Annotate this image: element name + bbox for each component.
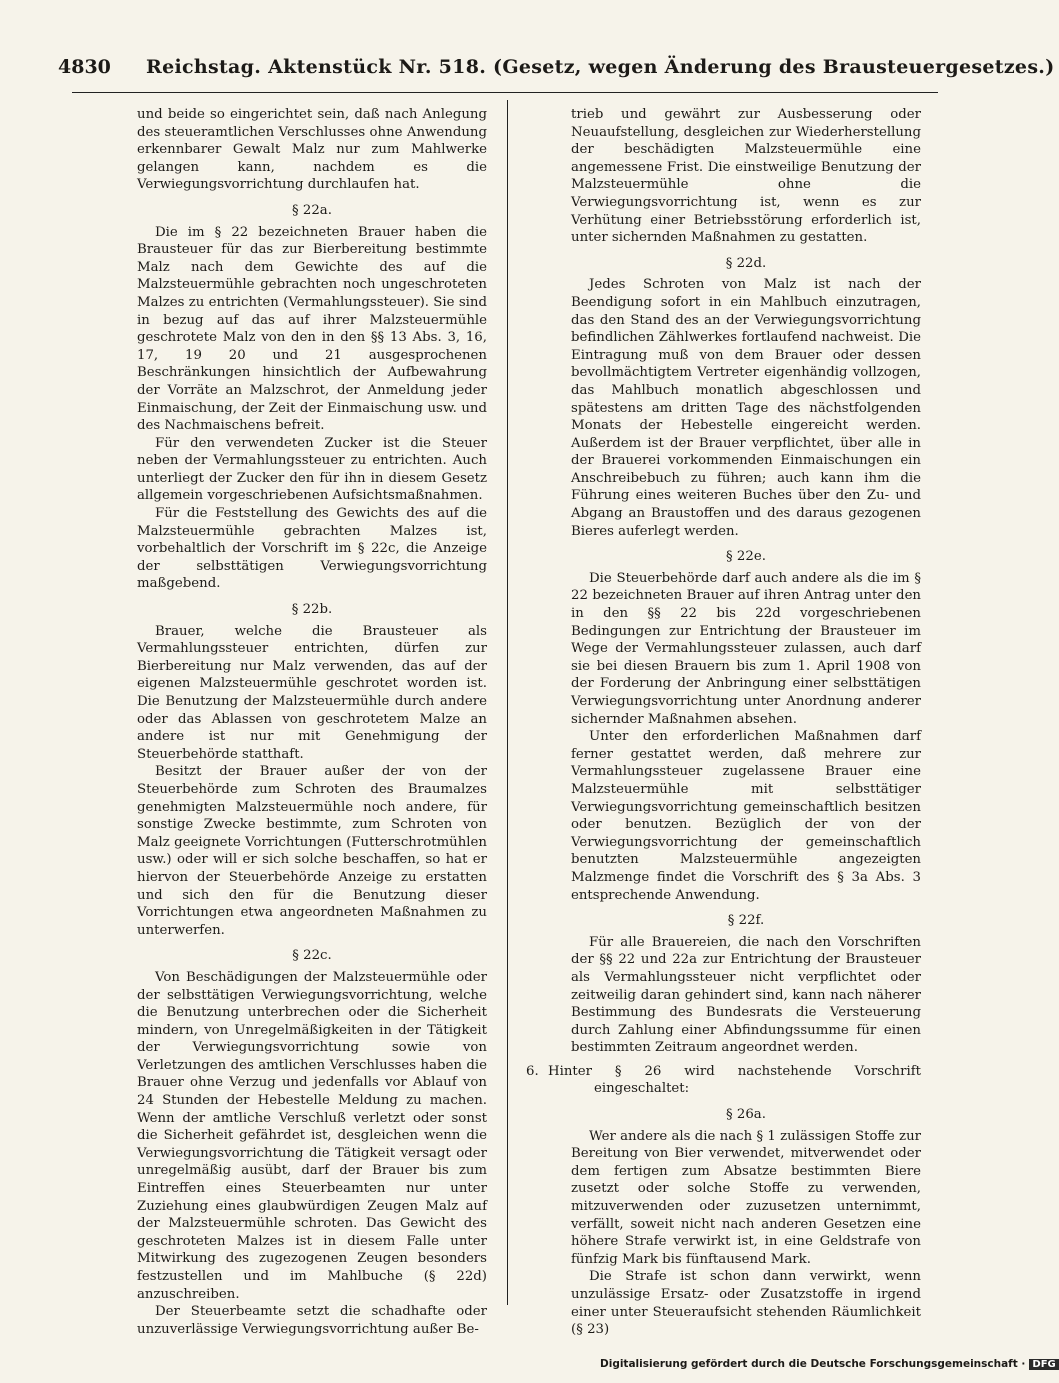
digitization-credit — [600, 1358, 1056, 1378]
item-number: 6. — [526, 1063, 539, 1079]
paragraph: Die Steuerbehörde darf auch andere als die im § 22 bezeichneten Brauer auf ihren Antrag unter den in den §§ 22 bis 22d vorgeschriebenen Bedingungen zur Entrichtung der Brausteuer im Wege der Vermahlungssteuer zulassen, auch darf sie bei diesen Brauern bis zum 1. April 1908 von der Forderung der Anbringung einer selbsttätigen Verwiegungsvorrichtung unter Anordnung anderer sichernder Maßnahmen absehen. — [571, 570, 921, 727]
page-header — [58, 56, 1055, 90]
header-rule — [72, 92, 938, 93]
paragraph: Die im § 22 bezeichneten Brauer haben die Brausteuer für das zur Bierbereitung bestimmte Malz nach dem Gewichte des auf die Malzsteuermühle gebrachten noch ungeschroteten Malzes zu entrichten (Vermahlungssteuer). Sie sind in bezug auf das auf ihrer Malzsteuermühle geschrotete Malz von den in den §§ 13 Abs. 3, 16, 17, 19 20 und 21 ausgesprochenen Beschränkungen hinsichtlich der Aufbewahrung der Vorräte an Malzschrot, der Anmeldung jeder Einmaischung, der Zeit der Einmaischung usw. und des Nachmaischens befreit. — [137, 224, 487, 434]
paragraph: Für den verwendeten Zucker ist die Steuer neben der Vermahlungssteuer zu entrichten. Auch unterliegt der Zucker den für ihn in diesem Gesetz allgemein vorgeschriebenen Aufsichtsmaßnahmen. — [137, 435, 487, 504]
paragraph: Brauer, welche die Brausteuer als Vermahlungssteuer entrichten, dürfen zur Bierbereitung nur Malz verwenden, das auf der eigenen Malzsteuermühle geschrotet worden ist. Die Benutzung der Malzsteuermühle durch andere oder das Ablassen von geschrotetem Malze an andere ist nur mit Genehmigung der Steuerbehörde statthaft. — [137, 623, 487, 762]
paragraph: Von Beschädigungen der Malzsteuermühle oder der selbsttätigen Verwiegungsvorrichtung, welche die Benutzung unterbrechen oder die Sicherheit mindern, von Unregelmäßigkeiten in der Tätigkeit der Verwiegungsvorrichtung sowie von Verletzungen des amtlichen Verschlusses haben die Brauer ohne Verzug und jedenfalls vor Ablauf von 24 Stunden der Hebestelle Meldung zu machen. Wenn der amtliche Verschluß verletzt oder sonst die Sicherheit gefährdet ist, desgleichen wenn die Verwiegungsvorrichtung die Tätigkeit versagt oder unregelmäßig ausübt, darf der Brauer bis zum Eintreffen eines Steuerbeamten nur unter Zuziehung eines glaubwürdigen Zeugen Malz auf der Malzsteuermühle schroten. Das Gewicht des geschroteten Malzes ist in diesem Falle unter Mitwirkung des zugezogenen Zeugen besonders festzustellen und im Mahlbuche (§ 22d) anzuschreiben. — [137, 969, 487, 1302]
page-title: Reichstag. Aktenstück Nr. 518. (Gesetz, wegen Änderung des Brausteuergesetzes.) — [146, 56, 1055, 78]
column-divider — [507, 100, 508, 1305]
paragraph: Der Steuerbeamte setzt die schadhafte oder unzuverlässige Verwiegungsvorrichtung außer Be- — [137, 1304, 487, 1337]
list-item — [526, 1063, 921, 1098]
item-text: Hinter § 26 wird nachstehende Vorschrift eingeschaltet: — [548, 1063, 921, 1097]
left-column — [137, 106, 487, 1338]
paragraph: Unter den erforderlichen Maßnahmen darf ferner gestattet werden, daß mehrere zur Vermahlungssteuer zugelassene Brauer eine Malzsteuermühle mit selbsttätiger Verwiegungsvorrichtung gemeinschaftlich besitzen oder benutzen. Bezüglich der von der Verwiegungsvorrichtung der gemeinschaftlich benutzten Malzsteuermühle angezeigten Malzmenge findet die Vorschrift des § 3a Abs. 3 entsprechende Anwendung. — [571, 729, 921, 903]
paragraph: Wer andere als die nach § 1 zulässigen Stoffe zur Bereitung von Bier verwendet, mitverwendet oder dem fertigen zum Absatze bestimmten Biere zusetzt oder solche Stoffe zu verwenden, mitzuverwenden oder zuzusetzen unternimmt, verfällt, soweit nicht nach anderen Gesetzen eine höhere Strafe verwirkt ist, in eine Geldstrafe von fünfzig Mark bis fünftausend Mark. — [571, 1128, 921, 1267]
section-heading-22e: § 22e. — [726, 549, 766, 565]
credit-text: Digitalisierung gefördert durch die Deutsche Forschungsgemeinschaft · — [600, 1358, 1026, 1370]
dfg-logo: DFG — [1029, 1359, 1058, 1370]
section-heading-22c: § 22c. — [292, 948, 332, 964]
paragraph: Jedes Schroten von Malz ist nach der Beendigung sofort in ein Mahlbuch einzutragen, das den Stand des an der Verwiegungsvorrichtung befindlichen Zählwerkes fortlaufend nachweist. Die Eintragung muß von dem Brauer oder dessen bevollmächtigtem Vertreter eigenhändig vollzogen, das Mahlbuch monatlich abgeschlossen und spätestens am dritten Tage des nächstfolgenden Monats der Hebestelle eingereicht werden. Außerdem ist der Brauer verpflichtet, über alle in der Brauerei vorkommenden Einmaischungen ein Anschreibebuch zu führen; auch kann ihm die Führung eines weiteren Buches über den Zu- und Abgang an Braustoffen und des daraus gezogenen Bieres auferlegt werden. — [571, 277, 921, 539]
section-heading-22f: § 22f. — [727, 913, 765, 929]
section-heading-22b: § 22b. — [291, 602, 333, 618]
paragraph: Für alle Brauereien, die nach den Vorschriften der §§ 22 und 22a zur Entrichtung der Brausteuer als Vermahlungssteuer nicht verpflichtet oder zeitweilig daran gehindert sind, kann nach näherer Bestimmung des Bundesrats die Versteuerung durch Zahlung einer Abfindungssumme für einen bestimmten Zeitraum angeordnet werden. — [571, 934, 921, 1056]
section-heading-26a: § 26a. — [726, 1107, 766, 1123]
paragraph: und beide so eingerichtet sein, daß nach Anlegung des steueramtlichen Verschlusses ohne Anwendung erkennbarer Gewalt Malz nur zum Mahlwerke gelangen kann, nachdem es die Verwiegungsvorrichtung durchlaufen hat. — [137, 107, 487, 193]
section-heading-22d: § 22d. — [725, 255, 767, 271]
right-column — [526, 106, 921, 1339]
paragraph: trieb und gewährt zur Ausbesserung oder Neuaufstellung, desgleichen zur Wiederherstellung der beschädigten Malzsteuermühle eine angemessene Frist. Die einstweilige Benutzung der Malzsteuermühle ohne die Verwiegungsvorrichtung ist, wenn es zur Verhütung einer Betriebsstörung erforderlich ist, unter sichernden Maßnahmen zu gestatten. — [571, 107, 921, 246]
paragraph: Besitzt der Brauer außer der von der Steuerbehörde zum Schroten des Braumalzes genehmigten Malzsteuermühle noch andere, für sonstige Zwecke bestimmte, zum Schroten von Malz geeignete Vorrichtungen (Futterschrotmühlen usw.) oder will er sich solche beschaffen, so hat er hiervon der Steuerbehörde Anzeige zu erstatten und sich den für die Benutzung dieser Vorrichtungen etwa angeordneten Maßnahmen zu unterwerfen. — [137, 764, 487, 938]
page-number: 4830 — [58, 56, 111, 78]
paragraph: Für die Feststellung des Gewichts des auf die Malzsteuermühle gebrachten Malzes ist, vorbehaltlich der Vorschrift im § 22c, die Anzeige der selbsttätigen Verwiegungsvorrichtung maßgebend. — [137, 506, 487, 592]
paragraph: Die Strafe ist schon dann verwirkt, wenn unzulässige Ersatz- oder Zusatzstoffe in irgend einer unter Steueraufsicht stehenden Räumlichkeit (§ 23) — [571, 1269, 921, 1338]
section-heading-22a: § 22a. — [292, 202, 332, 218]
